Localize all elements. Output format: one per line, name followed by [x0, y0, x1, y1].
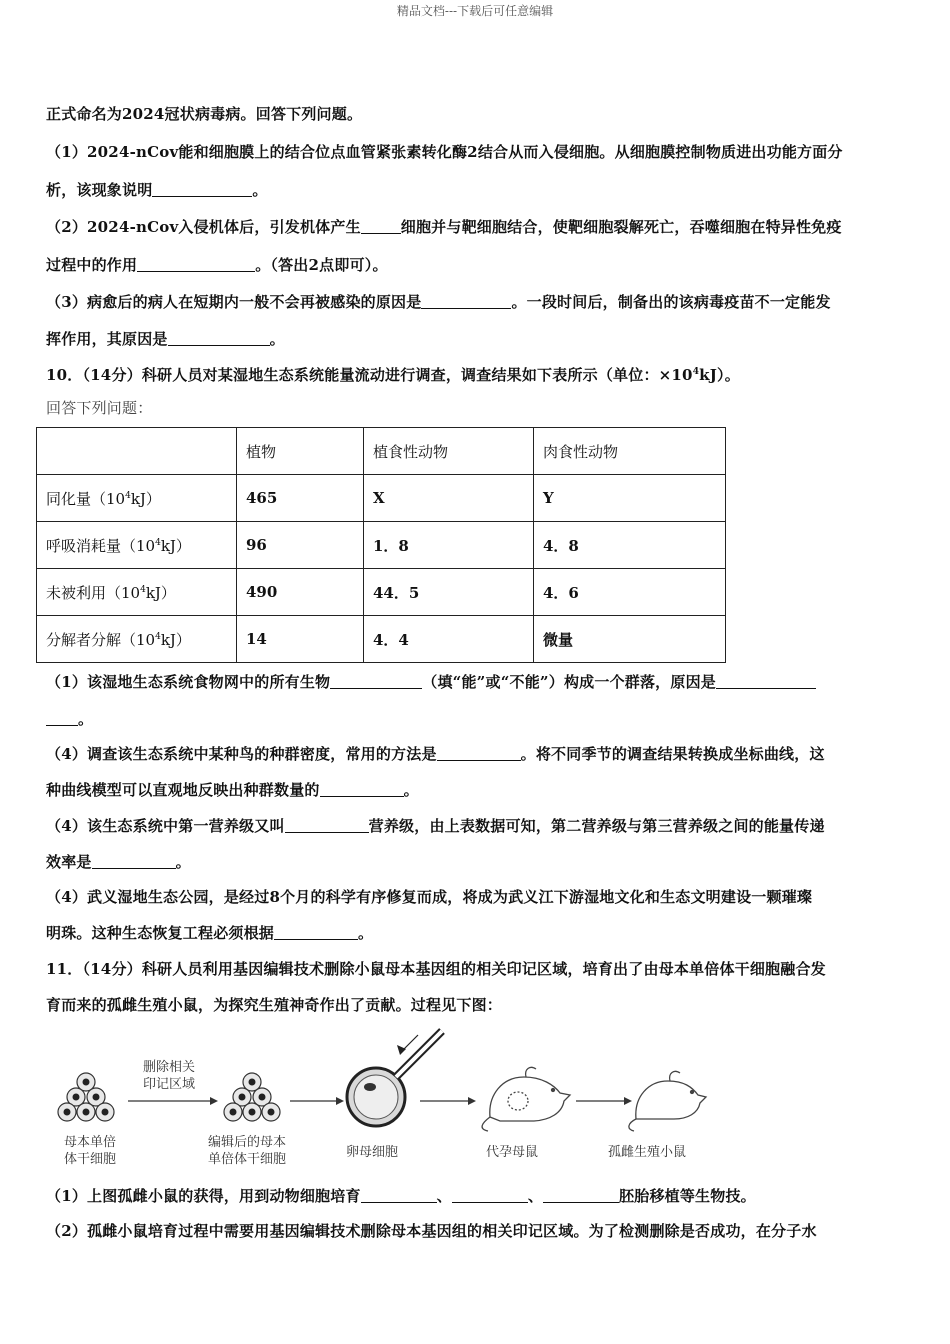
text-span: （4）该生态系统中第一营养级又叫 [46, 817, 285, 835]
text-line [46, 886, 812, 907]
table-cell: X [364, 475, 534, 522]
superscript: 4 [155, 537, 161, 548]
parthenogenesis-process-figure [50, 1025, 710, 1175]
row-label [37, 522, 237, 569]
text-span: kJ）。 [699, 366, 740, 384]
table-cell: 44．5 [364, 569, 534, 616]
text-line [46, 743, 825, 764]
text-span: 析，该现象说明 [46, 181, 153, 199]
table-header-cell: 植物 [237, 428, 364, 475]
text-span: 。将不同季节的调查结果转换成坐标曲线，这 [520, 745, 825, 763]
label-text: 未被利用（10 [46, 583, 141, 602]
table-cell: 4．4 [364, 616, 534, 663]
text-span: 回答下列问题： [46, 399, 153, 417]
superscript: 4 [155, 631, 161, 642]
oocyte-injection-icon [347, 1031, 442, 1126]
text-span: （4）武义湿地生态公园，是经过8个月的科学有序修复而成，将成为武义江下游湿地文化和生态文明建设一颗璀璨 [46, 888, 813, 906]
energy-flow-table [36, 427, 726, 663]
text-span: （3）病愈后的病人在短期内一般不会再被感染的原因是 [46, 293, 422, 311]
text-line [46, 671, 816, 692]
answer-blank[interactable] [361, 1187, 437, 1203]
text-line [46, 994, 502, 1015]
text-span: （2）2024-nCov入侵机体后，引发机体产生 [46, 218, 361, 236]
text-span: 明珠。这种生态恢复工程必须根据 [46, 924, 275, 942]
text-line [46, 708, 93, 729]
label-unit: kJ） [160, 536, 191, 555]
figure-caption: 代孕母鼠 [486, 1145, 539, 1160]
superscript: 4 [125, 490, 131, 501]
table-cell: Y [534, 475, 726, 522]
text-span: 种曲线模型可以直观地反映出种群数量的 [46, 781, 320, 799]
table-cell: 490 [237, 569, 364, 616]
text-span: 胚胎移植等生物技。 [619, 1187, 756, 1205]
label-text: 呼吸消耗量（10 [46, 536, 156, 555]
answer-blank[interactable] [46, 710, 78, 726]
answer-blank[interactable] [274, 924, 358, 940]
answer-blank[interactable] [330, 673, 422, 689]
table-cell: 14 [237, 616, 364, 663]
text-span: 。（答出2点即可）。 [255, 256, 388, 274]
text-line [46, 141, 843, 162]
text-line [46, 254, 388, 275]
text-span: （2）孤雌小鼠培育过程中需要用基因编辑技术删除母本基因组的相关印记区域。为了检测删除是否成功，在分子水 [46, 1222, 817, 1240]
text-span: 效率是 [46, 853, 92, 871]
text-span: 过程中的作用 [46, 256, 138, 274]
answer-blank[interactable] [152, 181, 252, 197]
answer-blank[interactable] [92, 853, 176, 869]
table-cell: 1．8 [364, 522, 534, 569]
text-span: 。 [358, 924, 374, 942]
edited-stem-cells-icon [224, 1073, 280, 1121]
question-10-title [46, 364, 740, 385]
text-span: 10．（14分）科研人员对某湿地生态系统能量流动进行调查，调查结果如下表所示（单位：×10 [46, 366, 693, 384]
text-span: 正式命名为2024冠状病毒病。回答下列问题。 [46, 105, 363, 123]
surrogate-mouse-icon [482, 1067, 570, 1131]
table-cell: 4．6 [534, 569, 726, 616]
text-line [46, 397, 152, 418]
text-line [46, 779, 419, 800]
table-cell: 96 [237, 522, 364, 569]
label-text: 同化量（10 [46, 489, 126, 508]
text-line [46, 922, 373, 943]
text-line [46, 291, 831, 312]
text-span: 。一段时间后，制备出的该病毒疫苗不一定能发 [511, 293, 831, 311]
figure-caption: 体干细胞 [64, 1152, 117, 1167]
figure-caption: 卵母细胞 [346, 1145, 399, 1160]
table-header-cell: 肉食性动物 [534, 428, 726, 475]
text-line [46, 103, 362, 124]
text-span: 11．（14分）科研人员利用基因编辑技术删除小鼠母本基因组的相关印记区域，培育出了由母本单倍体干细胞融合发 [46, 960, 826, 978]
arrow-label: 印记区域 [143, 1077, 196, 1092]
answer-blank[interactable] [168, 330, 270, 346]
question-11-title [46, 958, 826, 979]
offspring-mouse-icon [629, 1071, 706, 1131]
answer-blank[interactable] [361, 218, 401, 234]
superscript: 4 [692, 367, 700, 377]
label-unit: kJ） [160, 630, 191, 649]
table-cell: 4．8 [534, 522, 726, 569]
table-header-cell: 植食性动物 [364, 428, 534, 475]
text-span: （填“能”或“不能”）构成一个群落，原因是 [422, 673, 716, 691]
text-span: （1）2024-nCov能和细胞膜上的结合位点血管紧张素转化酶2结合从而入侵细胞。从细胞膜控制物质进出功能方面分 [46, 143, 843, 161]
text-span: 、 [436, 1187, 452, 1205]
arrow-head-icon [468, 1097, 476, 1105]
text-line [46, 216, 842, 237]
text-span: 、 [527, 1187, 544, 1205]
arrow-head-icon [336, 1097, 344, 1105]
answer-blank[interactable] [137, 256, 255, 272]
figure-caption: 母本单倍 [64, 1135, 117, 1150]
figure-caption: 单倍体干细胞 [208, 1152, 287, 1167]
superscript: 4 [140, 584, 146, 595]
answer-blank[interactable] [320, 781, 404, 797]
answer-blank[interactable] [437, 745, 521, 761]
text-line [46, 1185, 756, 1206]
arrow-head-icon [624, 1097, 632, 1105]
row-label [37, 616, 237, 663]
text-line [46, 179, 268, 200]
answer-blank[interactable] [543, 1187, 619, 1203]
text-span: 挥作用，其原因是 [46, 330, 168, 348]
table-cell: 微量 [534, 616, 726, 663]
text-span: 育而来的孤雌生殖小鼠，为探究生殖神奇作出了贡献。过程见下图： [46, 996, 503, 1014]
text-span: 。 [403, 781, 419, 799]
table-row [37, 569, 726, 616]
figure-caption: 孤雌生殖小鼠 [608, 1145, 687, 1160]
table-header-cell [37, 428, 237, 475]
answer-blank[interactable] [716, 673, 816, 689]
text-line [46, 851, 191, 872]
row-label [37, 569, 237, 616]
text-span: 细胞并与靶细胞结合，使靶细胞裂解死亡，吞噬细胞在特异性免疫 [400, 218, 842, 236]
text-span: 。 [175, 853, 191, 871]
text-line [46, 328, 285, 349]
text-span: 。 [252, 181, 268, 199]
label-text: 分解者分解（10 [46, 630, 156, 649]
answer-blank[interactable] [452, 1187, 528, 1203]
text-span: （4）调查该生态系统中某种鸟的种群密度，常用的方法是 [46, 745, 437, 763]
text-span: 。 [269, 330, 285, 348]
table-header-row [37, 428, 726, 475]
text-line [46, 1220, 817, 1241]
text-line [46, 815, 825, 836]
table-row [37, 522, 726, 569]
row-label [37, 475, 237, 522]
text-span: （1）上图孤雌小鼠的获得，用到动物细胞培育 [46, 1187, 361, 1205]
table-row [37, 616, 726, 663]
answer-blank[interactable] [421, 293, 511, 309]
page-header: 精品文档---下载后可任意编辑 [396, 4, 554, 18]
answer-blank[interactable] [285, 817, 369, 833]
label-unit: kJ） [145, 583, 176, 602]
table-cell: 465 [237, 475, 364, 522]
figure-caption: 编辑后的母本 [208, 1135, 287, 1150]
table-row [37, 475, 726, 522]
haploid-stem-cells-icon [58, 1073, 114, 1121]
text-span: 营养级，由上表数据可知，第二营养级与第三营养级之间的能量传递 [368, 817, 825, 835]
text-span: （1）该湿地生态系统食物网中的所有生物 [46, 673, 331, 691]
arrow-head-icon [210, 1097, 218, 1105]
arrow-label: 删除相关 [143, 1060, 196, 1075]
text-span: 。 [78, 710, 94, 728]
label-unit: kJ） [130, 489, 161, 508]
